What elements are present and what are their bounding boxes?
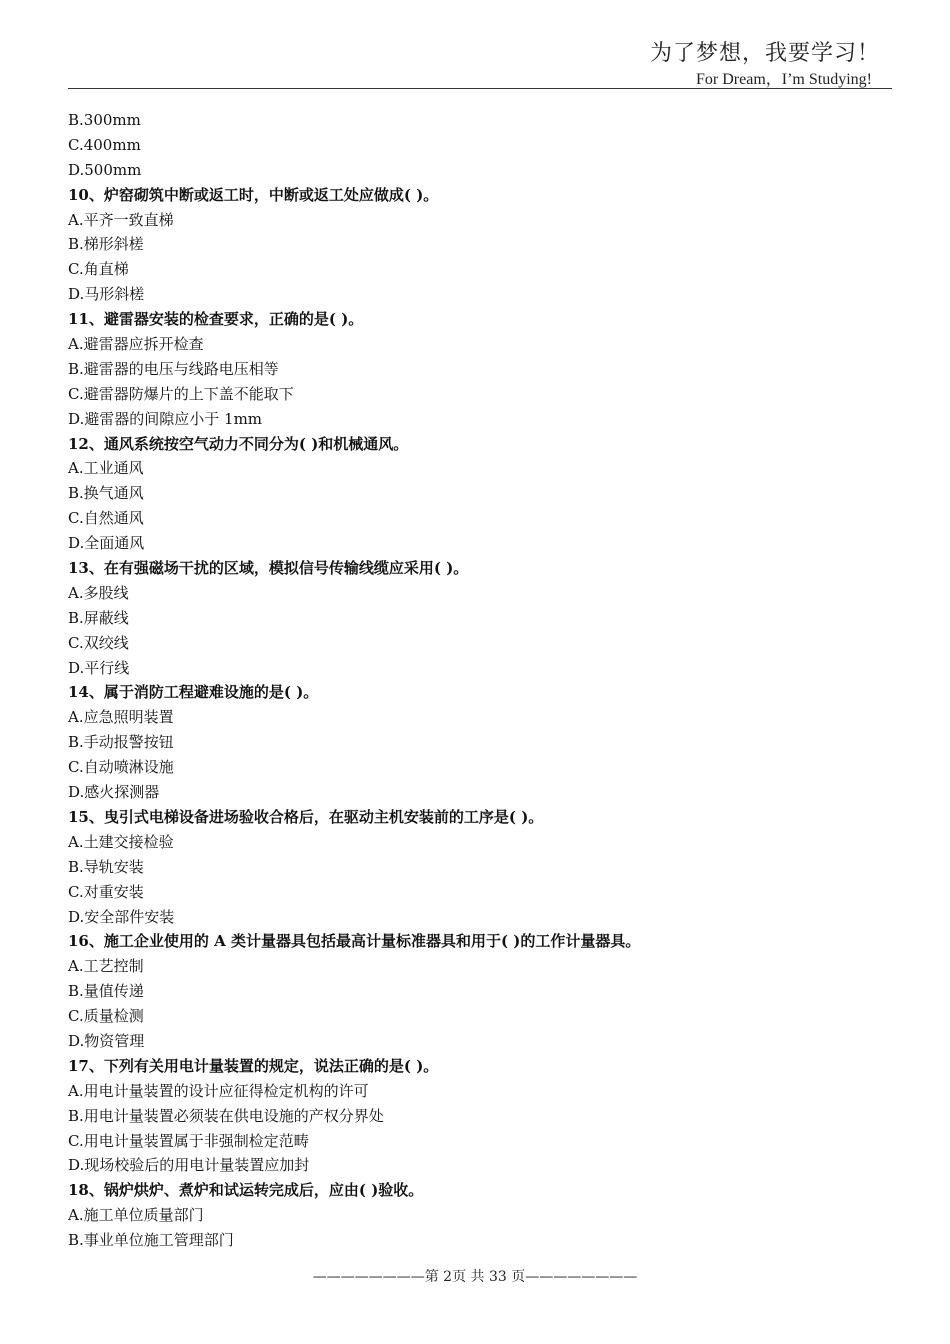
question-stem: 10、炉窑砌筑中断或返工时，中断或返工处应做成( )。 <box>68 185 439 204</box>
answer-option: C.自然通风 <box>68 509 144 528</box>
answer-option: D.现场校验后的用电计量装置应加封 <box>68 1156 310 1175</box>
answer-option: B.300mm <box>68 111 141 129</box>
answer-option: C.质量检测 <box>68 1007 144 1026</box>
answer-option: A.应急照明装置 <box>68 708 174 727</box>
answer-option: A.工艺控制 <box>68 957 144 976</box>
answer-option: B.换气通风 <box>68 484 144 503</box>
answer-option: B.导轨安装 <box>68 857 144 876</box>
answer-option: D.物资管理 <box>68 1031 145 1050</box>
answer-option: A.平齐一致直梯 <box>68 210 174 229</box>
answer-option: B.手动报警按钮 <box>68 733 174 752</box>
answer-option: B.量值传递 <box>68 982 144 1001</box>
answer-option: D.避雷器的间隙应小于 1mm <box>68 409 263 428</box>
answer-option: B.用电计量装置必须装在供电设施的产权分界处 <box>68 1106 384 1125</box>
question-stem: 15、曳引式电梯设备进场验收合格后，在驱动主机安装前的工序是( )。 <box>68 807 544 826</box>
answer-option: A.施工单位质量部门 <box>68 1206 204 1225</box>
answer-option: C.自动喷淋设施 <box>68 758 174 777</box>
answer-option: D.安全部件安装 <box>68 907 175 926</box>
answer-option: D.500mm <box>68 160 142 179</box>
answer-option: A.多股线 <box>68 583 129 602</box>
page-header <box>0 0 950 92</box>
answer-option: A.用电计量装置的设计应征得检定机构的许可 <box>68 1081 369 1100</box>
answer-option: C.避雷器防爆片的上下盖不能取下 <box>68 384 294 403</box>
question-stem: 16、施工企业使用的 A 类计量器具包括最高计量标准器具和用于( )的工作计量器具。 <box>68 932 641 951</box>
answer-option: A.土建交接检验 <box>68 832 174 851</box>
answer-option: C.对重安装 <box>68 882 144 901</box>
answer-option: D.全面通风 <box>68 534 145 553</box>
answer-option: D.马形斜槎 <box>68 285 145 304</box>
answer-option: A.工业通风 <box>68 459 144 478</box>
header-divider <box>68 88 892 89</box>
header-slogan-english: For Dream，I’m Studying! <box>696 71 872 88</box>
answer-option: B.屏蔽线 <box>68 608 129 627</box>
answer-option: B.避雷器的电压与线路电压相等 <box>68 359 279 378</box>
question-stem: 14、属于消防工程避难设施的是( )。 <box>68 683 319 702</box>
answer-option: C.用电计量装置属于非强制检定范畴 <box>68 1131 309 1150</box>
header-slogan-chinese: 为了梦想，我要学习！ <box>649 41 880 66</box>
question-stem: 17、下列有关用电计量装置的规定，说法正确的是( )。 <box>68 1056 439 1075</box>
answer-option: A.避雷器应拆开检查 <box>68 335 204 354</box>
document-body <box>68 108 888 1253</box>
answer-option: B.梯形斜槎 <box>68 235 144 254</box>
page-footer: ————————第 2页 共 33 页———————— <box>312 1269 638 1285</box>
question-stem: 18、锅炉烘炉、煮炉和试运转完成后，应由( )验收。 <box>68 1181 424 1200</box>
answer-option: D.感火探测器 <box>68 783 160 802</box>
question-stem: 12、通风系统按空气动力不同分为( )和机械通风。 <box>68 434 409 453</box>
answer-option: C.400mm <box>68 135 141 154</box>
question-stem: 11、避雷器安装的检查要求，正确的是( )。 <box>68 310 364 329</box>
answer-option: C.双绞线 <box>68 633 129 652</box>
answer-option: B.事业单位施工管理部门 <box>68 1231 234 1250</box>
answer-option: D.平行线 <box>68 658 130 677</box>
question-stem: 13、在有强磁场干扰的区域，模拟信号传输线缆应采用( )。 <box>68 559 469 578</box>
answer-option: C.角直梯 <box>68 260 129 279</box>
